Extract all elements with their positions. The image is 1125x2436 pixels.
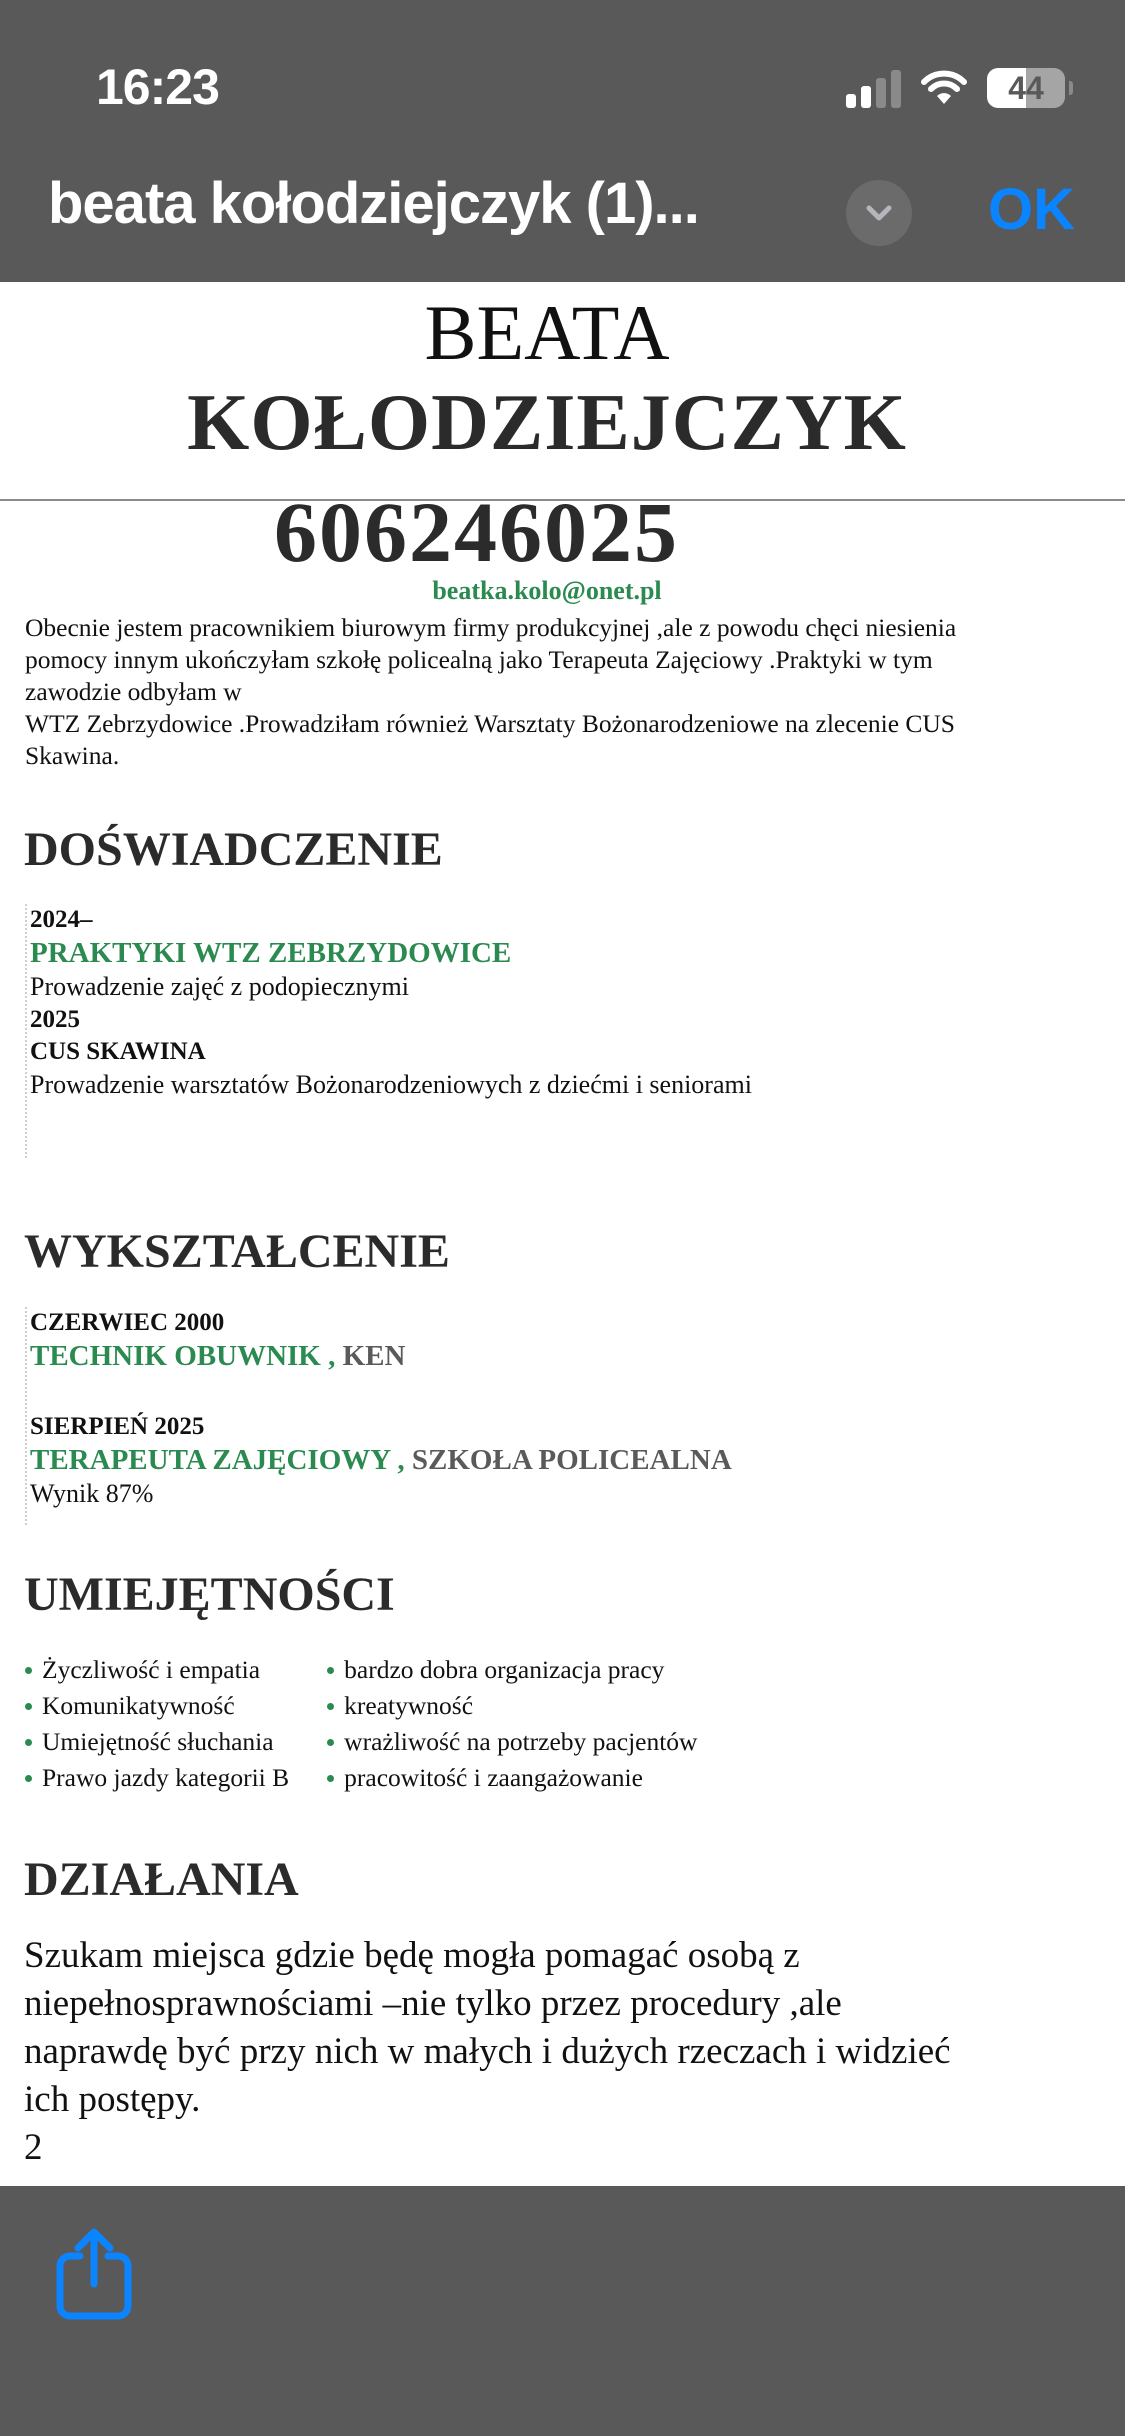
bottom-toolbar: [0, 2186, 1125, 2436]
education-title: TERAPEUTA ZAJĘCIOWY ,: [30, 1444, 405, 1476]
share-icon: [56, 2228, 132, 2320]
experience-desc: Prowadzenie zajęć z podopiecznymi: [30, 972, 409, 1001]
status-time: 16:23: [96, 59, 219, 115]
skills-heading: UMIEJĘTNOŚCI: [24, 1568, 395, 1621]
skill-item: [327, 1652, 697, 1688]
bullet-icon: [327, 1775, 334, 1782]
chevron-down-icon: [864, 203, 894, 223]
bullet-icon: [25, 1775, 32, 1782]
skill-label: wrażliwość na potrzeby pacjentów: [344, 1727, 698, 1756]
battery-icon: 44: [987, 68, 1065, 108]
ok-button[interactable]: OK: [988, 177, 1075, 242]
skill-label: Komunikatywność: [42, 1691, 235, 1720]
skill-item: [25, 1760, 289, 1796]
bullet-icon: [327, 1739, 334, 1746]
skill-item: [327, 1760, 697, 1796]
skill-label: Życzliwość i empatia: [42, 1655, 261, 1684]
experience-desc: Prowadzenie warsztatów Bożonarodzeniowych z dziećmi i seniorami: [30, 1070, 752, 1099]
bullet-icon: [327, 1703, 334, 1710]
experience-date: 2025: [30, 1006, 80, 1033]
phone-number: 606246025: [274, 484, 679, 580]
share-button[interactable]: [56, 2228, 132, 2320]
skill-label: kreatywność: [344, 1691, 474, 1720]
education-entry: [30, 1443, 732, 1477]
document-page: [0, 282, 1125, 2186]
title-menu-button[interactable]: [846, 180, 912, 246]
document-title: beata kołodziejczyk (1)...: [48, 171, 699, 236]
activities-text: [24, 1932, 1104, 2172]
skills-list: [25, 1652, 697, 1796]
experience-date: 2024–: [30, 906, 93, 933]
education-school: SZKOŁA POLICEALNA: [411, 1444, 732, 1476]
intro-line: zawodzie odbyłam w: [25, 677, 242, 706]
intro-line: Skawina.: [25, 741, 120, 770]
intro-line: WTZ Zebrzydowice .Prowadziłam również Warsztaty Bożonarodzeniowe na zlecenie CUS: [25, 709, 955, 738]
skill-item: [25, 1724, 289, 1760]
skill-item: [25, 1688, 289, 1724]
email-link[interactable]: beatka.kolo@onet.pl: [432, 576, 662, 605]
last-name: KOŁODZIEJCZYK: [187, 379, 907, 467]
education-heading: WYKSZTAŁCENIE: [24, 1225, 450, 1278]
education-date: SIERPIEŃ 2025: [30, 1413, 205, 1440]
experience-block: [25, 904, 752, 1158]
skills-column: [327, 1652, 697, 1796]
page-number: 2: [24, 2127, 43, 2168]
education-entry: [30, 1339, 732, 1373]
activities-line: niepełnosprawnościami –nie tylko przez procedury ,ale: [24, 1983, 842, 2024]
skill-item: [327, 1688, 697, 1724]
skill-item: [327, 1724, 697, 1760]
bullet-icon: [25, 1703, 32, 1710]
skill-label: Prawo jazdy kategorii B: [42, 1763, 290, 1792]
skills-column: [25, 1652, 289, 1796]
skill-label: bardzo dobra organizacja pracy: [344, 1655, 665, 1684]
activities-line: ich postępy.: [24, 2079, 201, 2120]
status-icons: [846, 66, 1065, 110]
skill-item: [25, 1652, 289, 1688]
first-name: BEATA: [424, 289, 670, 376]
education-date: CZERWIEC 2000: [30, 1309, 225, 1336]
activities-line: Szukam miejsca gdzie będę mogła pomagać osobą z: [24, 1935, 800, 1976]
skill-label: pracowitość i zaangażowanie: [344, 1763, 643, 1792]
education-school: KEN: [342, 1340, 406, 1372]
intro-text: [25, 612, 1095, 772]
top-bar: [0, 0, 1125, 282]
bullet-icon: [25, 1667, 32, 1674]
wifi-icon: [921, 70, 967, 106]
bullet-icon: [327, 1667, 334, 1674]
experience-heading: DOŚWIADCZENIE: [24, 823, 443, 876]
signal-icon: [846, 68, 901, 108]
education-block: [25, 1307, 732, 1525]
intro-line: Obecnie jestem pracownikiem biurowym firmy produkcyjnej ,ale z powodu chęci niesienia: [25, 613, 957, 642]
activities-heading: DZIAŁANIA: [24, 1853, 299, 1906]
intro-line: pomocy innym ukończyłam szkołę policealną jako Terapeuta Zajęciowy .Praktyki w tym: [25, 645, 933, 674]
education-note: Wynik 87%: [30, 1479, 154, 1508]
education-title: TECHNIK OBUWNIK ,: [30, 1340, 336, 1372]
experience-title: CUS SKAWINA: [30, 1038, 206, 1065]
skill-label: Umiejętność słuchania: [42, 1727, 274, 1756]
bullet-icon: [25, 1739, 32, 1746]
activities-line: naprawdę być przy nich w małych i dużych rzeczach i widzieć: [24, 2031, 951, 2072]
experience-title: PRAKTYKI WTZ ZEBRZYDOWICE: [30, 937, 512, 969]
